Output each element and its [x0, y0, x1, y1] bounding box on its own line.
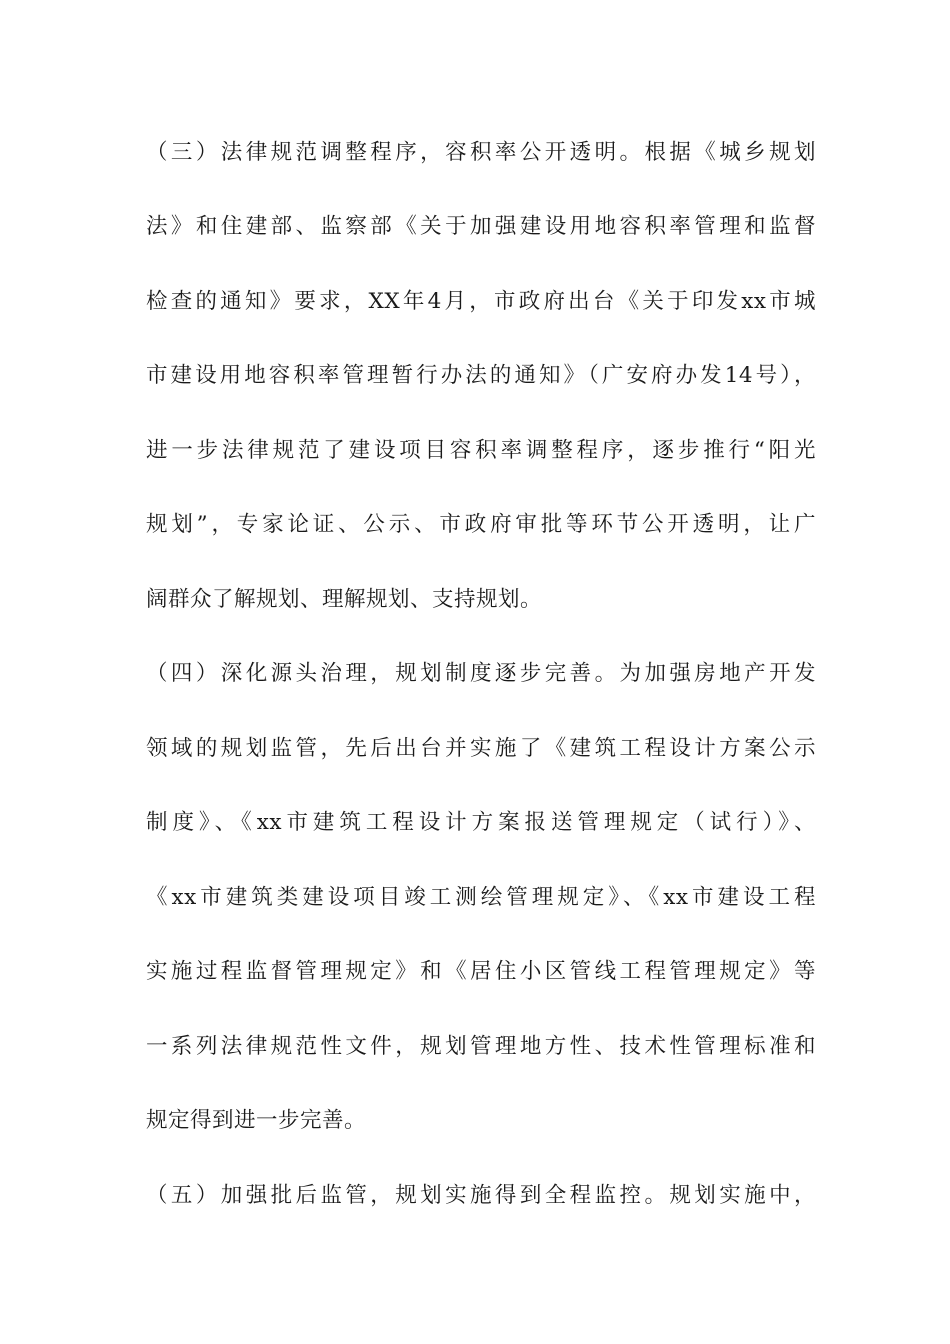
text-line: 阔群众了解规划、理解规划、支持规划。 — [146, 587, 543, 612]
text-line: 规划”，专家论证、公示、市政府审批等环节公开透明，让广 — [146, 512, 816, 537]
text-line: 检查的通知》要求，XX年4月，市政府出台《关于印发xx市城 — [146, 289, 816, 314]
text-line: 领域的规划监管，先后出台并实施了《建筑工程设计方案公示 — [146, 736, 816, 761]
text-line: 实施过程监督管理规定》和《居住小区管线工程管理规定》等 — [146, 959, 816, 984]
text-line: 法》和住建部、监察部《关于加强建设用地容积率管理和监督 — [146, 214, 816, 239]
text-line: （五）加强批后监管，规划实施得到全程监控。规划实施中， — [146, 1183, 816, 1208]
text-line: （三）法律规范调整程序，容积率公开透明。根据《城乡规划 — [146, 140, 816, 165]
text-line: 制度》、《xx市建筑工程设计方案报送管理规定（试行）》、 — [146, 810, 816, 835]
text-line: 市建设用地容积率管理暂行办法的通知》（广安府办发14号）， — [146, 363, 816, 388]
text-line: 《xx市建筑类建设项目竣工测绘管理规定》、《xx市建设工程 — [146, 885, 816, 910]
text-line: （四）深化源头治理，规划制度逐步完善。为加强房地产开发 — [146, 661, 816, 686]
text-line: 一系列法律规范性文件，规划管理地方性、技术性管理标准和 — [146, 1034, 816, 1059]
text-line: 进一步法律规范了建设项目容积率调整程序，逐步推行“阳光 — [146, 438, 816, 463]
text-line: 规定得到进一步完善。 — [146, 1108, 367, 1133]
